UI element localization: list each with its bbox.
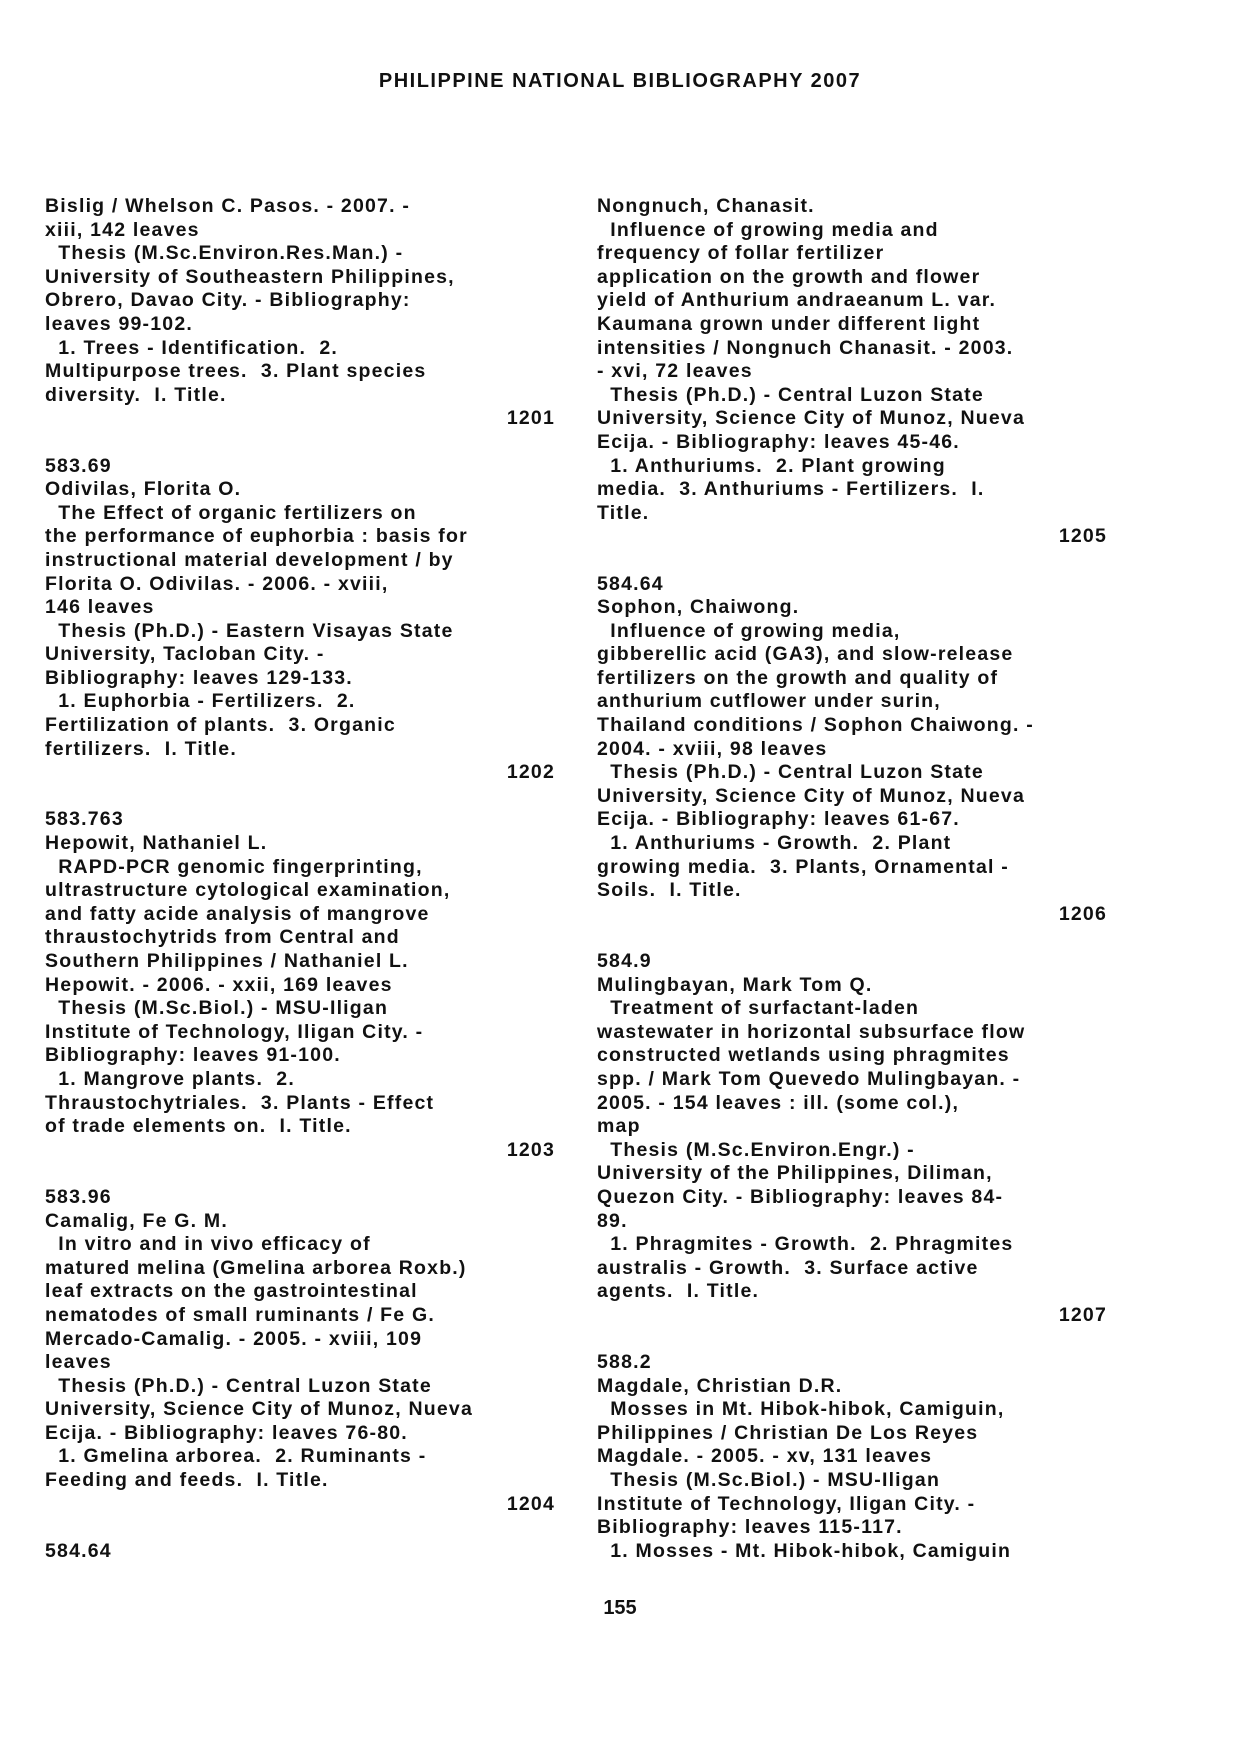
entry-line: Southern Philippines / Nathaniel L.	[45, 950, 409, 972]
entry-line: 583.96	[45, 1185, 112, 1208]
page-header: PHILIPPINE NATIONAL BIBLIOGRAPHY 2007	[378, 70, 862, 92]
bibliography-entry	[45, 195, 555, 455]
entry-line: fertilizers. I. Title.	[45, 737, 237, 760]
entry-line: Thesis (M.Sc.Environ.Res.Man.) -	[45, 242, 404, 265]
entry-line: Philippines / Christian De Los Reyes	[597, 1421, 979, 1444]
entry-line: Thesis (M.Sc.Biol.) - MSU-Iligan	[597, 1469, 941, 1492]
entry-line: Treatment of surfactant-laden	[597, 997, 920, 1020]
entry-line: Kaumana grown under different light	[597, 312, 981, 335]
entry-line: 1. Mosses - Mt. Hibok-hibok, Camiguin	[597, 1539, 1012, 1562]
entry-line: Nongnuch, Chanasit.	[597, 195, 815, 217]
entry-line: the performance of euphorbia : basis for	[45, 525, 468, 548]
entry-line: fertilizers on the growth and quality of	[597, 666, 999, 689]
entry-line: Feeding and feeds. I. Title.	[45, 1469, 329, 1492]
entry-line: anthurium cutflower under surin,	[597, 690, 941, 713]
entry-line: Title.	[597, 501, 650, 524]
entry-line: thraustochytrids from Central and	[45, 926, 400, 949]
entry-line: constructed wetlands using phragmites	[597, 1044, 1010, 1067]
entry-line: instructional material development / by	[45, 548, 454, 571]
entry-spacer	[597, 1328, 1107, 1352]
entry-line: xiii, 142 leaves	[45, 218, 200, 241]
right-column	[597, 195, 1107, 1563]
entry-line: Hepowit, Nathaniel L.	[45, 832, 268, 855]
entry-line: Thesis (Ph.D.) - Central Luzon State	[45, 1374, 432, 1397]
entry-line: Bibliography: leaves 91-100.	[45, 1044, 341, 1067]
entry-line: 1. Anthuriums. 2. Plant growing	[597, 454, 946, 477]
entry-line: Obrero, Davao City. - Bibliography:	[45, 289, 411, 312]
bibliography-entry	[45, 1186, 555, 1540]
bibliography-entry	[45, 455, 555, 809]
entry-line: Magdale, Christian D.R.	[597, 1374, 843, 1397]
entry-number: 1205	[1058, 525, 1107, 548]
entry-line: diversity. I. Title.	[45, 383, 227, 406]
page-number: 155	[603, 1597, 637, 1619]
entry-line: 1. Trees - Identification. 2.	[45, 336, 339, 359]
entry-line: Thraustochytriales. 3. Plants - Effect	[45, 1091, 435, 1114]
entry-line: Quezon City. - Bibliography: leaves 84-	[597, 1185, 1004, 1208]
entry-spacer	[45, 785, 555, 809]
entry-line: 1. Euphorbia - Fertilizers. 2.	[45, 690, 356, 713]
bibliography-entry	[597, 1351, 1107, 1563]
entry-line: Soils. I. Title.	[597, 879, 742, 902]
entry-line: Bislig / Whelson C. Pasos. - 2007. -	[45, 195, 411, 217]
entry-line: of trade elements on. I. Title.	[45, 1115, 352, 1138]
entry-line: - xvi, 72 leaves	[597, 360, 753, 383]
entry-line: Thesis (Ph.D.) - Central Luzon State	[597, 383, 984, 406]
entry-spacer	[597, 926, 1107, 950]
entry-line: Ecija. - Bibliography: leaves 45-46.	[597, 430, 960, 453]
entry-line: leaves 99-102.	[45, 312, 193, 335]
entry-line: growing media. 3. Plants, Ornamental -	[597, 855, 1009, 878]
entry-spacer	[45, 1516, 555, 1540]
entry-line: Odivilas, Florita O.	[45, 478, 242, 501]
entry-line: 2005. - 154 leaves : ill. (some col.),	[597, 1091, 960, 1114]
entry-line: application on the growth and flower	[597, 265, 981, 288]
entry-line: intensities / Nongnuch Chanasit. - 2003.	[597, 336, 1014, 359]
entry-line: University, Science City of Munoz, Nueva	[597, 784, 1025, 807]
entry-line: The Effect of organic fertilizers on	[45, 501, 417, 524]
entry-line: Mulingbayan, Mark Tom Q.	[597, 973, 873, 996]
entry-line: and fatty acide analysis of mangrove	[45, 902, 430, 925]
entry-line: nematodes of small ruminants / Fe G.	[45, 1303, 435, 1326]
entry-line: Sophon, Chaiwong.	[597, 596, 800, 619]
entry-spacer	[597, 549, 1107, 573]
entry-line: Influence of growing media,	[597, 619, 901, 642]
bibliography-entry	[45, 1540, 555, 1564]
entry-line: yield of Anthurium andraeanum L. var.	[597, 289, 997, 312]
entry-line: University of Southeastern Philippines,	[45, 265, 455, 288]
entry-number: 1202	[506, 761, 555, 784]
entry-line: frequency of follar fertilizer	[597, 242, 885, 265]
entry-line: 89.	[597, 1209, 628, 1232]
entry-line: Thailand conditions / Sophon Chaiwong. -	[597, 714, 1034, 737]
entry-line: ultrastructure cytological examination,	[45, 879, 451, 902]
entry-line: Multipurpose trees. 3. Plant species	[45, 360, 427, 383]
entry-line: 583.69	[45, 454, 112, 477]
left-column	[45, 195, 555, 1563]
entry-line: map	[597, 1115, 641, 1138]
entry-number: 1203	[506, 1138, 555, 1161]
entry-line: Magdale. - 2005. - xv, 131 leaves	[597, 1445, 933, 1468]
entry-line: Mercado-Camalig. - 2005. - xviii, 109	[45, 1327, 423, 1350]
entry-number: 1207	[1058, 1303, 1107, 1326]
entry-line: 583.763	[45, 808, 124, 831]
entry-line: leaves	[45, 1351, 112, 1374]
entry-line: Institute of Technology, Iligan City. -	[45, 1020, 424, 1043]
entry-line: Institute of Technology, Iligan City. -	[597, 1492, 976, 1515]
entry-line: Ecija. - Bibliography: leaves 76-80.	[45, 1421, 408, 1444]
entry-line: Ecija. - Bibliography: leaves 61-67.	[597, 808, 960, 831]
entry-line: Thesis (M.Sc.Environ.Engr.) -	[597, 1138, 915, 1161]
bibliography-entry	[597, 195, 1107, 573]
entry-line: Influence of growing media and	[597, 218, 939, 241]
entry-line: 1. Phragmites - Growth. 2. Phragmites	[597, 1233, 1014, 1256]
entry-line: australis - Growth. 3. Surface active	[597, 1256, 979, 1279]
entry-line: Camalig, Fe G. M.	[45, 1209, 228, 1232]
bibliography-entry	[597, 573, 1107, 951]
entry-line: Bibliography: leaves 129-133.	[45, 666, 353, 689]
entry-line: Florita O. Odivilas. - 2006. - xviii,	[45, 572, 389, 595]
entry-spacer	[45, 431, 555, 455]
entry-line: 584.9	[597, 950, 652, 972]
entry-line: Fertilization of plants. 3. Organic	[45, 714, 396, 737]
entry-line: Mosses in Mt. Hibok-hibok, Camiguin,	[597, 1398, 1005, 1421]
entry-line: 1. Anthuriums - Growth. 2. Plant	[597, 832, 952, 855]
entry-line: spp. / Mark Tom Quevedo Mulingbayan. -	[597, 1067, 1021, 1090]
entry-line: 2004. - xviii, 98 leaves	[597, 737, 828, 760]
entry-line: Thesis (Ph.D.) - Central Luzon State	[597, 761, 984, 784]
entry-line: University, Tacloban City. -	[45, 643, 325, 666]
entry-line: Bibliography: leaves 115-117.	[597, 1516, 903, 1539]
entry-line: media. 3. Anthuriums - Fertilizers. I.	[597, 478, 985, 501]
entry-line: Thesis (Ph.D.) - Eastern Visayas State	[45, 619, 454, 642]
entry-line: leaf extracts on the gastrointestinal	[45, 1280, 418, 1303]
entry-line: 1. Gmelina arborea. 2. Ruminants -	[45, 1445, 427, 1468]
entry-number: 1204	[506, 1492, 555, 1515]
entry-line: 584.64	[45, 1539, 112, 1562]
entry-line: matured melina (Gmelina arborea Roxb.)	[45, 1256, 467, 1279]
entry-line: University of the Philippines, Diliman,	[597, 1162, 993, 1185]
entry-line: 584.64	[597, 572, 664, 595]
entry-line: University, Science City of Munoz, Nueva	[45, 1398, 473, 1421]
entry-line: University, Science City of Munoz, Nueva	[597, 407, 1025, 430]
entry-number: 1206	[1058, 902, 1107, 925]
entry-line: gibberellic acid (GA3), and slow-release	[597, 643, 1014, 666]
entry-line: wastewater in horizontal subsurface flow	[597, 1020, 1026, 1043]
entry-line: RAPD-PCR genomic fingerprinting,	[45, 855, 423, 878]
entry-line: 588.2	[597, 1351, 652, 1374]
bibliography-entry	[597, 950, 1107, 1351]
entry-number: 1201	[506, 407, 555, 430]
entry-spacer	[45, 1162, 555, 1186]
entry-line: Hepowit. - 2006. - xxii, 169 leaves	[45, 973, 393, 996]
entry-line: agents. I. Title.	[597, 1280, 760, 1303]
entry-line: 1. Mangrove plants. 2.	[45, 1067, 295, 1090]
entry-line: 146 leaves	[45, 596, 155, 619]
entry-line: Thesis (M.Sc.Biol.) - MSU-Iligan	[45, 997, 389, 1020]
bibliography-entry	[45, 808, 555, 1186]
entry-line: In vitro and in vivo efficacy of	[45, 1233, 371, 1256]
